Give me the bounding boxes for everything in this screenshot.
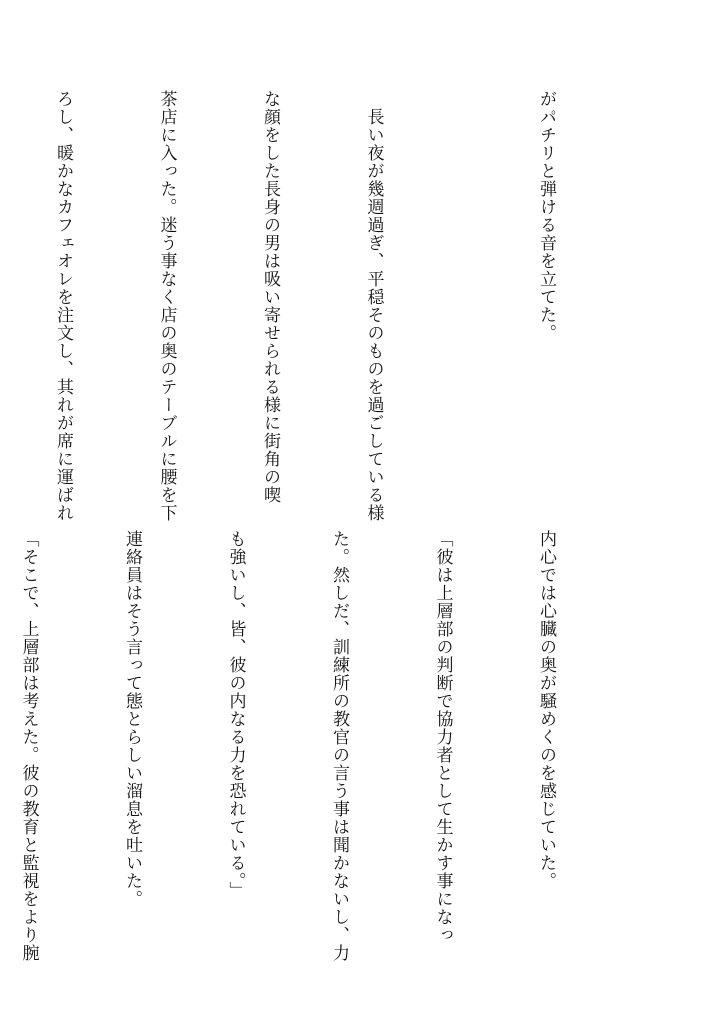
text-line: ろし、暖かなカフェオレを注文し、其れが席に運ばれ <box>53 90 73 522</box>
text-line: 内心では心臓の奥が騒めくのを感じていた。 <box>536 530 556 890</box>
text-line: 連絡員はそう言って態とらしい溜息を吐いた。 <box>122 530 142 908</box>
text-line: な顔をした長身の男は吸い寄せられる様に街角の喫 <box>260 90 280 504</box>
text-line: 「そこで、上層部は考えた。彼の教育と監視をより腕 <box>18 530 39 962</box>
text-line: た。然しだ、訓練所の教官の言う事は聞かないし、力 <box>329 530 349 962</box>
text-block-bottom <box>18 530 632 962</box>
text-line: がパチリと弾ける音を立てた。 <box>536 90 556 342</box>
text-line: 茶店に入った。迷う事なく店の奥のテーブルに腰を下 <box>156 90 177 522</box>
text-line: も強いし、皆、彼の内なる力を恐れている。」 <box>225 530 246 900</box>
text-block-top <box>53 90 632 522</box>
text-line: 「彼は上層部の判断で協力者として生かす事になっ <box>432 530 453 944</box>
text-line: 長い夜が幾週過ぎ、平穏そのものを過ごしている様 <box>363 90 384 522</box>
